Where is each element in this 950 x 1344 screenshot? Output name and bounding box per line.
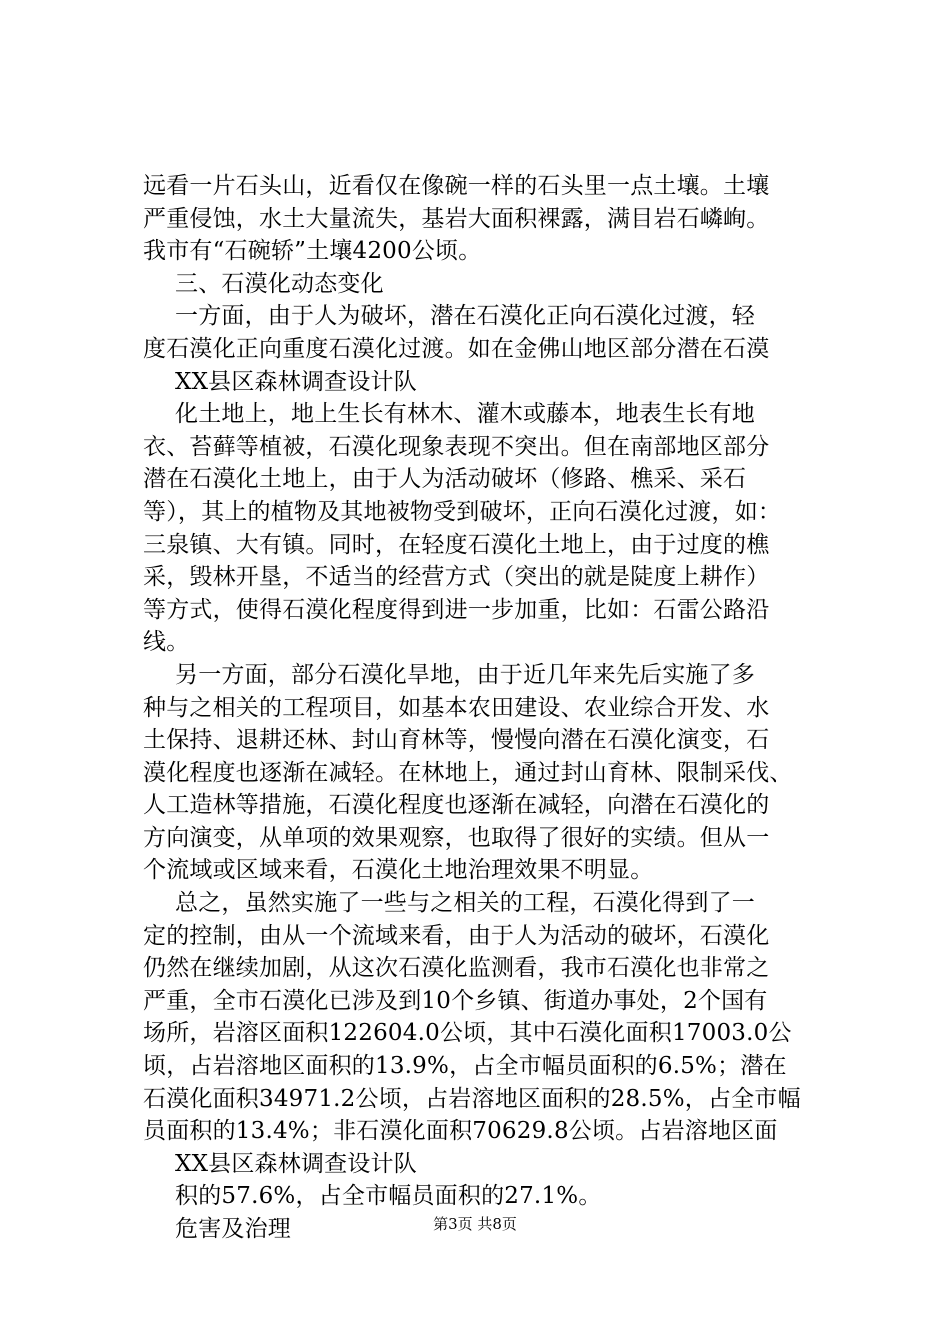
text-line: 度石漠化正向重度石漠化过渡。如在金佛山地区部分潜在石漠 <box>143 335 770 362</box>
text-line: 方向演变，从单项的效果观察，也取得了很好的实绩。但从一 <box>143 824 770 851</box>
text-line: 员面积的13.4%；非石漠化面积70629.8公顷。占岩溶地区面 <box>143 1118 778 1145</box>
text-line: 采，毁林开垦，不适当的经营方式（突出的就是陡度上耕作） <box>143 564 770 591</box>
document-body <box>143 170 833 1246</box>
text-line: 顷，占岩溶地区面积的13.9%，占全市幅员面积的6.5%；潜在 <box>143 1053 787 1080</box>
section-heading: 危害及治理 <box>175 1216 291 1242</box>
text-line: 严重侵蚀，水土大量流失，基岩大面积裸露，满目岩石嶙峋。 <box>143 205 770 232</box>
text-line: 种与之相关的工程项目，如基本农田建设、农业综合开发、水 <box>143 694 770 721</box>
text-line: 个流域或区域来看，石漠化土地治理效果不明显。 <box>143 857 654 884</box>
text-line: 石漠化面积34971.2公顷，占岩溶地区面积的28.5%，占全市幅 <box>143 1085 801 1112</box>
text-line: 严重，全市石漠化已涉及到10个乡镇、街道办事处，2个国有 <box>143 987 768 1014</box>
text-line: 土保持、退耕还林、封山育林等，慢慢向潜在石漠化演变，石 <box>143 727 770 754</box>
text-line: 定的控制，由从一个流域来看，由于人为活动的破坏，石漠化 <box>143 922 770 949</box>
text-line: 一方面，由于人为破坏，潜在石漠化正向石漠化过渡，轻 <box>175 303 755 330</box>
text-line: 仍然在继续加剧，从这次石漠化监测看，我市石漠化也非常之 <box>143 955 770 982</box>
text-line: 总之，虽然实施了一些与之相关的工程，石漠化得到了一 <box>175 890 755 917</box>
organization-header: XX县区森林调查设计队 <box>175 1150 417 1177</box>
text-line: 另一方面，部分石漠化旱地，由于近几年来先后实施了多 <box>175 661 755 688</box>
page-number-footer: 第3页 共8页 <box>433 1215 517 1233</box>
text-line: 我市有“石碗轿”土壤4200公顷。 <box>143 238 482 265</box>
text-line: 潜在石漠化土地上，由于人为活动破坏（修路、樵采、采石 <box>143 466 747 493</box>
organization-header: XX县区森林调查设计队 <box>175 368 417 395</box>
text-line: 场所，岩溶区面积122604.0公顷，其中石漠化面积17003.0公 <box>143 1020 792 1047</box>
text-line: 等），其上的植物及其地被物受到破坏，正向石漠化过渡，如： <box>143 498 782 525</box>
text-line: 积的57.6%，占全市幅员面积的27.1%。 <box>175 1183 602 1210</box>
text-line: 衣、苔藓等植被，石漠化现象表现不突出。但在南部地区部分 <box>143 433 770 460</box>
text-line: 人工造林等措施，石漠化程度也逐渐在减轻，向潜在石漠化的 <box>143 792 770 819</box>
text-line: 三泉镇、大有镇。同时，在轻度石漠化土地上，由于过度的樵 <box>143 531 770 558</box>
text-line: 等方式，使得石漠化程度得到进一步加重，比如：石雷公路沿 <box>143 596 770 623</box>
text-line: 化土地上，地上生长有林木、灌木或藤本，地表生长有地 <box>175 401 755 428</box>
text-line: 漠化程度也逐渐在减轻。在林地上，通过封山育林、限制采伐、 <box>143 759 793 786</box>
text-line: 远看一片石头山，近看仅在像碗一样的石头里一点土壤。土壤 <box>143 173 770 199</box>
section-heading: 三、石漠化动态变化 <box>175 270 384 297</box>
text-line: 线。 <box>143 629 190 656</box>
